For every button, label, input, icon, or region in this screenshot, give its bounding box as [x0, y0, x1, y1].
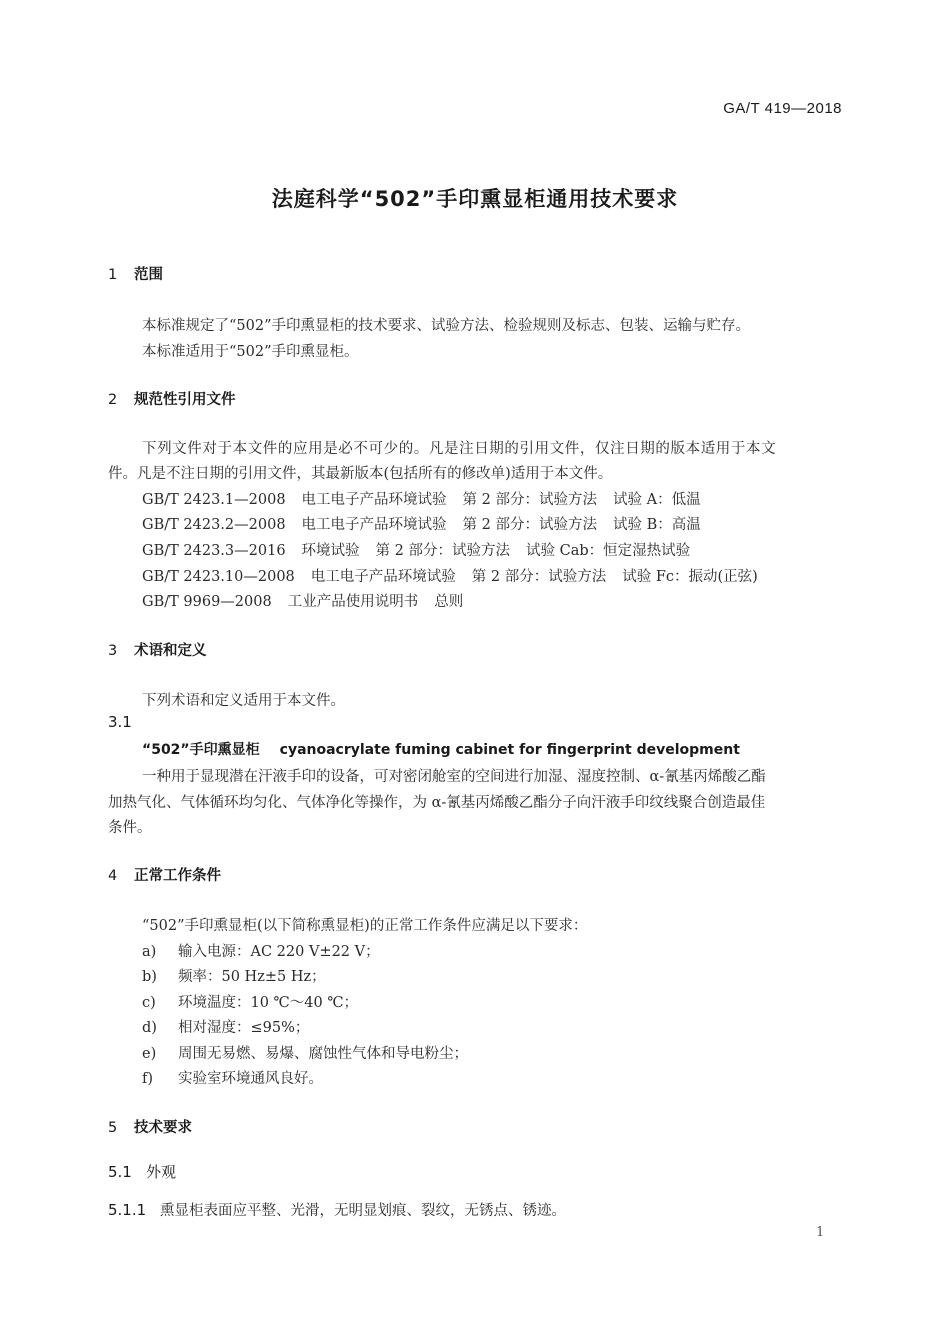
section-title: 规范性引用文件: [134, 392, 236, 408]
section-number: 1: [108, 267, 118, 283]
subsection-number: 5.1: [108, 1163, 132, 1181]
list-label: d): [142, 1020, 157, 1036]
reference-code: GB/T 9969—2008: [142, 594, 272, 610]
term-english: cyanoacrylate fuming cabinet for fingerprint development: [279, 742, 740, 758]
reference-title: 工业产品使用说明书: [287, 594, 419, 610]
list-label: e): [142, 1046, 157, 1062]
list-text: 频率：50 Hz±5 Hz；: [178, 969, 326, 985]
section-5-heading: [108, 1116, 192, 1137]
list-item: [142, 965, 326, 986]
term-definition-line-2: 加热气化、气体循环均匀化、气体净化等操作，为 α-氰基丙烯酸乙酯分子向汗液手印纹线聚合创造最佳: [108, 795, 766, 811]
list-item: [142, 1042, 468, 1063]
term-entry: [142, 739, 740, 759]
list-text: 相对湿度：≤95%；: [178, 1020, 310, 1036]
term-chinese: “502”手印熏显柜: [142, 742, 260, 758]
clause-text: 熏显柜表面应平整、光滑，无明显划痕、裂纹，无锈点、锈迹。: [160, 1203, 566, 1219]
reference-part: 第 2 部分：试验方法: [471, 569, 607, 585]
list-label: f): [142, 1071, 154, 1087]
list-item: [142, 1067, 323, 1088]
reference-title: 电工电子产品环境试验: [301, 517, 447, 533]
reference-part: 总则: [434, 594, 464, 610]
subsection-title: 外观: [146, 1163, 177, 1181]
reference-code: GB/T 2423.1—2008: [142, 492, 286, 508]
reference-item: [142, 565, 758, 586]
list-label: b): [142, 969, 157, 985]
list-text: 环境温度：10 ℃～40 ℃；: [178, 995, 359, 1011]
reference-code: GB/T 2423.2—2008: [142, 517, 286, 533]
reference-title: 环境试验: [301, 543, 360, 559]
reference-test: 试验 A：低温: [613, 492, 701, 508]
references-intro-line-2: 件。凡是不注日期的引用文件，其最新版本(包括所有的修改单)适用于本文件。: [108, 466, 613, 482]
clause-number: 5.1.1: [108, 1201, 147, 1219]
reference-item: [142, 590, 479, 611]
scope-paragraph-1: 本标准规定了“502”手印熏显柜的技术要求、试验方法、检验规则及标志、包装、运输与贮存。: [142, 318, 750, 334]
reference-part: 第 2 部分：试验方法: [375, 543, 510, 559]
reference-title: 电工电子产品环境试验: [301, 492, 447, 508]
reference-item: [142, 488, 701, 509]
page-number: 1: [816, 1225, 825, 1240]
section-number: 5: [108, 1120, 118, 1136]
list-item: [142, 991, 358, 1012]
term-definition-line-1: 一种用于显现潜在汗液手印的设备，可对密闭舱室的空间进行加湿、湿度控制、α-氰基丙烯酸乙酯: [142, 769, 766, 785]
subsection-heading: [108, 1161, 176, 1182]
list-item: [142, 940, 380, 961]
standard-code: GA/T 419—2018: [723, 100, 842, 117]
reference-code: GB/T 2423.10—2008: [142, 569, 295, 585]
section-title: 范围: [134, 267, 163, 283]
reference-test: 试验 Fc：振动(正弦): [622, 569, 758, 585]
list-text: 周围无易燃、易爆、腐蚀性气体和导电粉尘；: [178, 1046, 468, 1062]
list-label: a): [142, 944, 157, 960]
list-text: 实验室环境通风良好。: [178, 1071, 323, 1087]
document-title: 法庭科学“502”手印熏显柜通用技术要求: [271, 187, 679, 211]
scope-paragraph-2: 本标准适用于“502”手印熏显柜。: [142, 344, 359, 360]
references-intro-line-1: 下列文件对于本文件的应用是必不可少的。凡是注日期的引用文件，仅注日期的版本适用于本文: [142, 441, 777, 457]
reference-test: 试验 Cab：恒定湿热试验: [526, 543, 691, 559]
list-text: 输入电源：AC 220 V±22 V；: [178, 944, 380, 960]
conditions-intro: “502”手印熏显柜(以下简称熏显柜)的正常工作条件应满足以下要求：: [142, 918, 588, 934]
list-label: c): [142, 995, 156, 1011]
terms-intro: 下列术语和定义适用于本文件。: [142, 693, 345, 709]
section-number: 3: [108, 643, 118, 659]
section-4-heading: [108, 864, 221, 885]
reference-title: 电工电子产品环境试验: [310, 569, 456, 585]
clause: [108, 1199, 566, 1220]
reference-part: 第 2 部分：试验方法: [462, 517, 597, 533]
section-2-heading: [108, 388, 236, 409]
reference-code: GB/T 2423.3—2016: [142, 543, 286, 559]
section-title: 正常工作条件: [134, 868, 221, 884]
section-number: 2: [108, 392, 118, 408]
section-3-heading: [108, 639, 207, 660]
reference-part: 第 2 部分：试验方法: [462, 492, 597, 508]
term-number: 3.1: [108, 713, 132, 731]
reference-item: [142, 513, 701, 534]
reference-item: [142, 539, 690, 560]
section-1-heading: [108, 263, 163, 284]
section-number: 4: [108, 868, 118, 884]
list-item: [142, 1016, 309, 1037]
section-title: 术语和定义: [134, 643, 207, 659]
reference-test: 试验 B：高温: [613, 517, 701, 533]
term-definition-line-3: 条件。: [108, 820, 152, 836]
section-title: 技术要求: [134, 1120, 192, 1136]
